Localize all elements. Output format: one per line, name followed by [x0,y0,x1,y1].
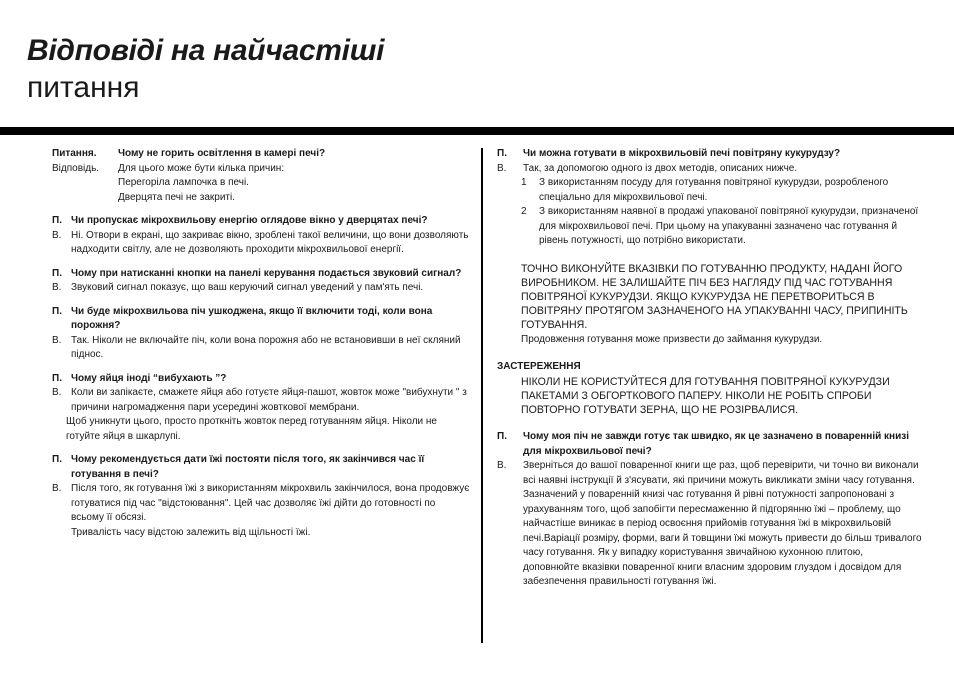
answer-text: Для цього може бути кілька причин: [118,162,285,174]
answer-text: Ні. Отвори в екрані, що закриває вікно, зроблені такої величини, що вони дозволяють надходити світлу, але не дозволяють проходити мікрохвильової енергії. [71,229,469,255]
answer-label: В. [52,334,62,346]
method-number: 1 [521,177,527,188]
question-text: Чому рекомендується дати їжі постояти після того, як закінчився час її готування в печі? [71,454,425,480]
warning-heading: ЗАСТЕРЕЖЕННЯ [497,361,581,373]
answer-text: Звуковий сигнал показує, що ваш керуючий сигнал уведений у пам'ять печі. [71,282,424,293]
faq-item [52,453,470,540]
faq-item [497,147,922,347]
method-number: 2 [521,206,527,217]
answer-label: В. [497,162,507,174]
answer-text-continued: Тривалість часу відстою залежить від щільності їжі. [71,526,311,538]
title-line-1: Відповіді на найчастіші [27,34,385,67]
faq-item [497,430,922,590]
answer-label: В. [52,483,62,494]
question-text: Чи пропускає мікрохвильову енергію оглядове вікно у дверцятах печі? [71,215,428,226]
method-item [497,205,922,249]
question-label: П. [497,431,507,443]
question-label: П. [52,267,62,279]
answer-text: Так, за допомогою одного із двох методів, описаних нижче. [523,162,798,174]
header-rule [0,127,954,135]
method-item [497,176,922,205]
faq-item [52,147,470,205]
right-column [497,147,922,590]
question-text: Чому при натисканні кнопки на панелі керування подається звуковий сигнал? [71,267,462,279]
answer-label: Відповідь. [52,162,100,174]
column-divider [481,148,483,643]
warning-block [497,360,922,417]
question-label: П. [52,372,62,384]
question-text: Чому не горить освітлення в камері печі? [118,148,326,159]
answer-text: Коли ви запікаєте, смажете яйця або готуєте яйця-пашот, жовток може "вибухнути " з причини нагромадження пари усередині жовткової мембрани. [71,387,467,413]
faq-item [52,372,470,445]
answer-text: Так. Ніколи не включайте піч, коли вона порожня або не встановивши в неї скляний піднос. [71,334,461,360]
reason-item: Перегоріла лампочка в печі. [118,177,249,188]
cooking-instructions-caps: ТОЧНО ВИКОНУЙТЕ ВКАЗІВКИ ПО ГОТУВАННЮ ПРОДУКТУ, НАДАНІ ЙОГО ВИРОБНИКОМ. НЕ ЗАЛИШАЙТЕ ПІЧ БЕЗ НАГЛЯДУ ПІД ЧАС ГОТУВАННЯ ПОВІТРЯНОЇ КУКУРУДЗИ. ЯКЩО КУКУРУДЗА НЕ ПЕРЕТВОРИТЬСЯ В ПОВІТРЯНУ ПРОТЯГОМ ЗАЗНАЧЕНОГО НА УПАКУВАННІ ЧАСУ, ПРИПИНІТЬ ГОТУВАННЯ. [521,262,908,332]
question-label: П. [497,148,507,159]
faq-item [52,305,470,363]
answer-label: В. [497,460,507,472]
method-text: З використанням посуду для готування повітряної кукурудзи, розробленого спеціально для мікрохвильової печі. [539,177,889,203]
question-label: П. [52,305,62,317]
faq-item [52,267,470,296]
question-text: Чи можна готувати в мікрохвильовій печі повітряну кукурудзу? [523,148,841,159]
warning-text: НІКОЛИ НЕ КОРИСТУЙТЕСЯ ДЛЯ ГОТУВАННЯ ПОВІТРЯНОЇ КУКУРУДЗИ ПАКЕТАМИ З ОБГОРТКОВОГО ПАПЕРУ. НІКОЛИ НЕ РОБІТЬ СПРОБИ ПОВТОРНО ГОТУВАТИ ЗЕРНА, ЩО НЕ РОЗІРВАЛИСЯ. [521,375,890,416]
question-label: П. [52,454,62,465]
reason-item: Дверцята печі не закриті. [118,191,236,203]
answer-label: В. [52,229,62,241]
method-text: З використанням наявної в продажі упакованої повітряної кукурудзи, призначеної для мікрохвильової печі. При цьому на упакуванні зазначено час готування й рівень потужності, що потрібно використати. [539,206,919,246]
title-line-2: питання [27,71,140,104]
answer-label: В. [52,387,62,398]
answer-text: Після того, як готування їжі з використанням мікрохвиль закінчилося, вона продовжує готуватися під час "відстоювання". Цей час дозволяє їжі дійти до готовності по всьому її обсязі. [71,483,470,523]
answer-text-continued: Щоб уникнути цього, просто проткніть жовток перед готуванням яйця. Ніколи не готуйте яйця в шкарлупі. [66,416,437,442]
question-text: Чому яйця іноді “вибухають ”? [71,372,227,384]
question-label: П. [52,215,62,226]
question-text: Чи буде мікрохвильова піч ушкоджена, якщо її включити тоді, коли вона порожня? [71,305,433,331]
question-text: Чому моя піч не завжди готує так швидко, як це зазначено в поваренній книзі для мікрохвильової печі? [523,431,909,457]
faq-item [52,214,470,258]
left-column [52,147,470,540]
answer-text: Зверніться до вашої поваренної книги ще раз, щоб перевірити, чи точно ви виконали всі наявні інструкції й з'ясувати, які причини можуть викликати зміни часу готування. Зазначений у поваренній книзі час готування й рівні потужності запропоновані з урахуванням того, щоб запобігти пересмаженню й підгорянню їжі – проблему, що найчастіше виникає в період освоєння прийомів готування їжі в мікрохвильовій печі.Варіації розміру, форми, ваги й товщини їжі можуть привести до більш тривалого часу готування. Як у випадку користування звичайною кухонною плитою, доповнюйте вказівки поваренної книги власним здоровим глуздом і досвідом для забезпечення правильності готування їжі. [523,460,922,588]
question-label: Питання. [52,148,97,159]
answer-label: В. [52,282,62,293]
note-text: Продовження готування може призвести до займання кукурудзи. [521,333,823,345]
